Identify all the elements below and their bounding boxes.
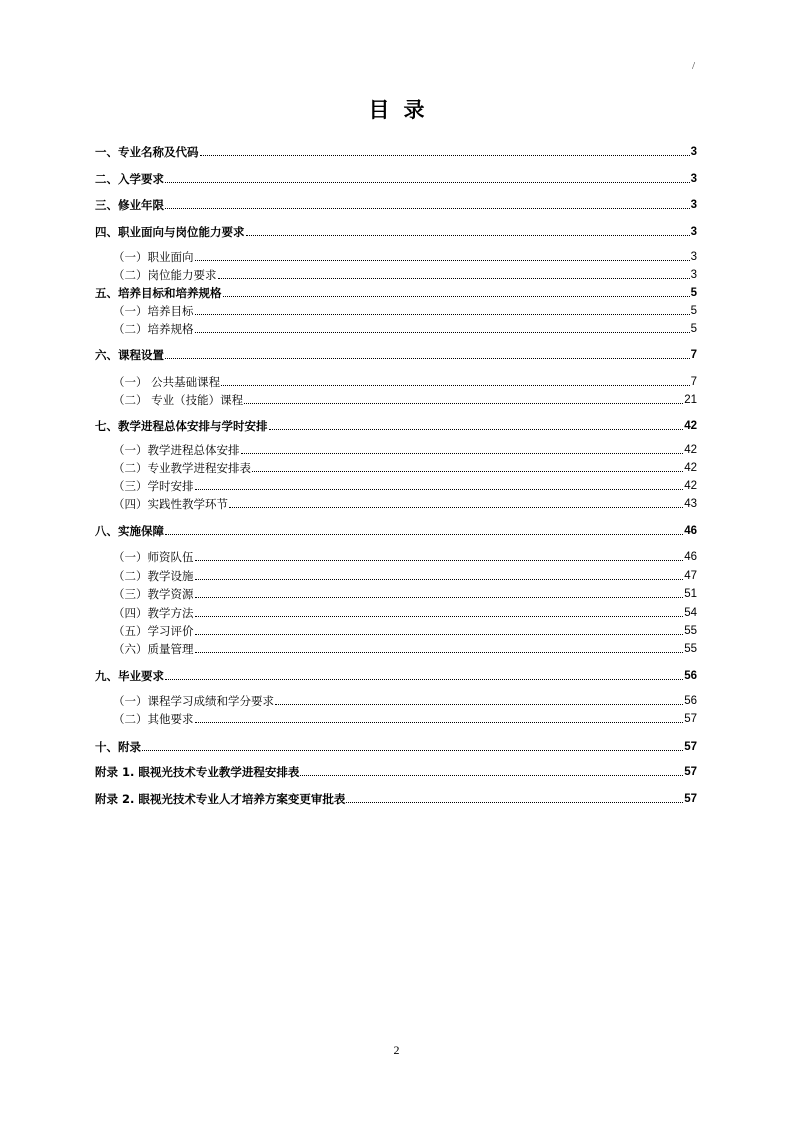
toc-entry-label: 附录 2. 眼视光技术专业人才培养方案变更审批表	[95, 792, 346, 806]
toc-entry[interactable]	[95, 144, 697, 160]
toc-entry-page: 3	[690, 269, 697, 281]
dot-leader	[252, 471, 683, 472]
dot-leader	[223, 296, 690, 297]
toc-entry[interactable]	[95, 171, 697, 187]
toc-entry-page: 5	[690, 305, 697, 317]
dot-leader	[195, 560, 684, 561]
toc-entry-page: 56	[684, 695, 697, 707]
toc-entry[interactable]	[113, 496, 697, 512]
toc-entry[interactable]	[113, 711, 697, 727]
dot-leader	[165, 534, 683, 535]
toc-entry-label: （一）职业面向	[113, 250, 194, 264]
toc-entry-page: 5	[690, 323, 697, 335]
toc-entry-page: 42	[684, 420, 697, 432]
dot-leader	[241, 453, 684, 454]
toc-entry-page: 57	[684, 741, 697, 753]
dot-leader	[269, 429, 684, 430]
dot-leader	[246, 235, 690, 236]
toc-entry[interactable]	[113, 303, 697, 319]
dot-leader	[195, 489, 684, 490]
toc-entry-label: 附录 1. 眼视光技术专业教学进程安排表	[95, 765, 300, 779]
toc-entry-page: 7	[690, 349, 697, 361]
toc-entry-page: 46	[684, 551, 697, 563]
dot-leader	[195, 579, 684, 580]
dot-leader	[200, 155, 690, 156]
dot-leader	[195, 634, 684, 635]
dot-leader	[195, 722, 684, 723]
toc-entry-page: 54	[684, 607, 697, 619]
dot-leader	[165, 679, 683, 680]
toc-entry-label: （三）学时安排	[113, 479, 194, 493]
toc-entry[interactable]	[113, 392, 697, 408]
toc-entry-label: （二） 专业（技能）课程	[113, 393, 244, 407]
toc-entry-page: 3	[690, 199, 697, 211]
toc-entry-label: （一）课程学习成绩和学分要求	[113, 694, 274, 708]
dot-leader	[244, 403, 683, 404]
toc-entry-page: 57	[684, 713, 697, 725]
toc-entry-label: （六）质量管理	[113, 642, 194, 656]
dot-leader	[218, 278, 690, 279]
toc-entry[interactable]	[113, 460, 697, 476]
toc-entry-label: （三）教学资源	[113, 587, 194, 601]
toc-entry-label: （四）实践性教学环节	[113, 497, 228, 511]
toc-entry-label: 九、毕业要求	[95, 669, 164, 683]
dot-leader	[195, 597, 684, 598]
toc-entry[interactable]	[95, 764, 697, 780]
toc-entry-label: 六、课程设置	[95, 348, 164, 362]
toc-entry-label: 七、教学进程总体安排与学时安排	[95, 419, 268, 433]
toc-entry-label: （二）教学设施	[113, 569, 194, 583]
corner-mark: /	[692, 60, 696, 72]
page-title: 目录	[368, 98, 439, 122]
toc-entry[interactable]	[113, 374, 697, 390]
toc-entry-page: 3	[690, 173, 697, 185]
dot-leader	[346, 802, 683, 803]
dot-leader	[275, 704, 683, 705]
toc-entry-label: 十、附录	[95, 740, 141, 754]
toc-entry-label: （二）培养规格	[113, 322, 194, 336]
toc-entry-label: 五、培养目标和培养规格	[95, 286, 222, 300]
toc-entry[interactable]	[113, 549, 697, 565]
toc-entry[interactable]	[95, 668, 697, 684]
toc-entry-page: 46	[684, 525, 697, 537]
toc-entry-label: （二）其他要求	[113, 712, 194, 726]
toc-entry-label: 三、修业年限	[95, 198, 164, 212]
dot-leader	[195, 332, 690, 333]
toc-entry[interactable]	[95, 224, 697, 240]
toc-entry[interactable]	[113, 267, 697, 283]
toc-entry[interactable]	[113, 249, 697, 265]
toc-entry-label: 一、专业名称及代码	[95, 145, 199, 159]
toc-entry-page: 7	[690, 376, 697, 388]
toc-entry-page: 5	[690, 287, 697, 299]
toc-entry[interactable]	[113, 623, 697, 639]
toc-entry[interactable]	[95, 523, 697, 539]
toc-entry-label: （一）师资队伍	[113, 550, 194, 564]
dot-leader	[221, 385, 689, 386]
toc-entry-page: 57	[684, 793, 697, 805]
toc-entry[interactable]	[113, 321, 697, 337]
dot-leader	[165, 182, 690, 183]
toc-entry-page: 3	[690, 146, 697, 158]
toc-entry[interactable]	[95, 347, 697, 363]
toc-entry-page: 42	[684, 480, 697, 492]
toc-entry-label: （五）学习评价	[113, 624, 194, 638]
dot-leader	[165, 208, 690, 209]
toc-entry[interactable]	[113, 693, 697, 709]
toc-entry-label: （二）岗位能力要求	[113, 268, 217, 282]
toc-entry-page: 57	[684, 766, 697, 778]
dot-leader	[195, 616, 684, 617]
toc-entry[interactable]	[113, 568, 697, 584]
toc-entry-page: 3	[690, 251, 697, 263]
toc-entry[interactable]	[95, 418, 697, 434]
dot-leader	[195, 314, 690, 315]
toc-entry-page: 51	[684, 588, 697, 600]
toc-entry[interactable]	[95, 739, 697, 755]
dot-leader	[165, 358, 690, 359]
toc-entry[interactable]	[113, 478, 697, 494]
dot-leader	[300, 775, 683, 776]
toc-entry-page: 56	[684, 670, 697, 682]
toc-entry-label: 四、职业面向与岗位能力要求	[95, 225, 245, 239]
toc-entry-label: 八、实施保障	[95, 524, 164, 538]
toc-entry-label: 二、入学要求	[95, 172, 164, 186]
toc-entry-page: 47	[684, 570, 697, 582]
dot-leader	[229, 507, 683, 508]
toc-entry-label: （四）教学方法	[113, 606, 194, 620]
toc-entry[interactable]	[113, 641, 697, 657]
toc-entry[interactable]	[113, 442, 697, 458]
toc-entry-label: （一） 公共基础课程	[113, 375, 221, 389]
toc-entry-label: （一）培养目标	[113, 304, 194, 318]
toc-entry[interactable]	[95, 197, 697, 213]
toc-entry-page: 55	[684, 643, 697, 655]
page-number: 2	[393, 1043, 400, 1057]
toc-entry-page: 43	[684, 498, 697, 510]
toc-entry-page: 55	[684, 625, 697, 637]
toc-entry[interactable]	[95, 791, 697, 807]
dot-leader	[195, 652, 684, 653]
toc-entry-page: 3	[690, 226, 697, 238]
toc-entry-label: （一）教学进程总体安排	[113, 443, 240, 457]
toc-entry-label: （二）专业教学进程安排表	[113, 461, 251, 475]
toc-entry[interactable]	[113, 605, 697, 621]
toc-entry[interactable]	[95, 285, 697, 301]
toc-entry[interactable]	[113, 586, 697, 602]
toc-entry-page: 21	[684, 394, 697, 406]
dot-leader	[142, 750, 683, 751]
toc-entry-page: 42	[684, 462, 697, 474]
dot-leader	[195, 260, 690, 261]
toc-entry-page: 42	[684, 444, 697, 456]
